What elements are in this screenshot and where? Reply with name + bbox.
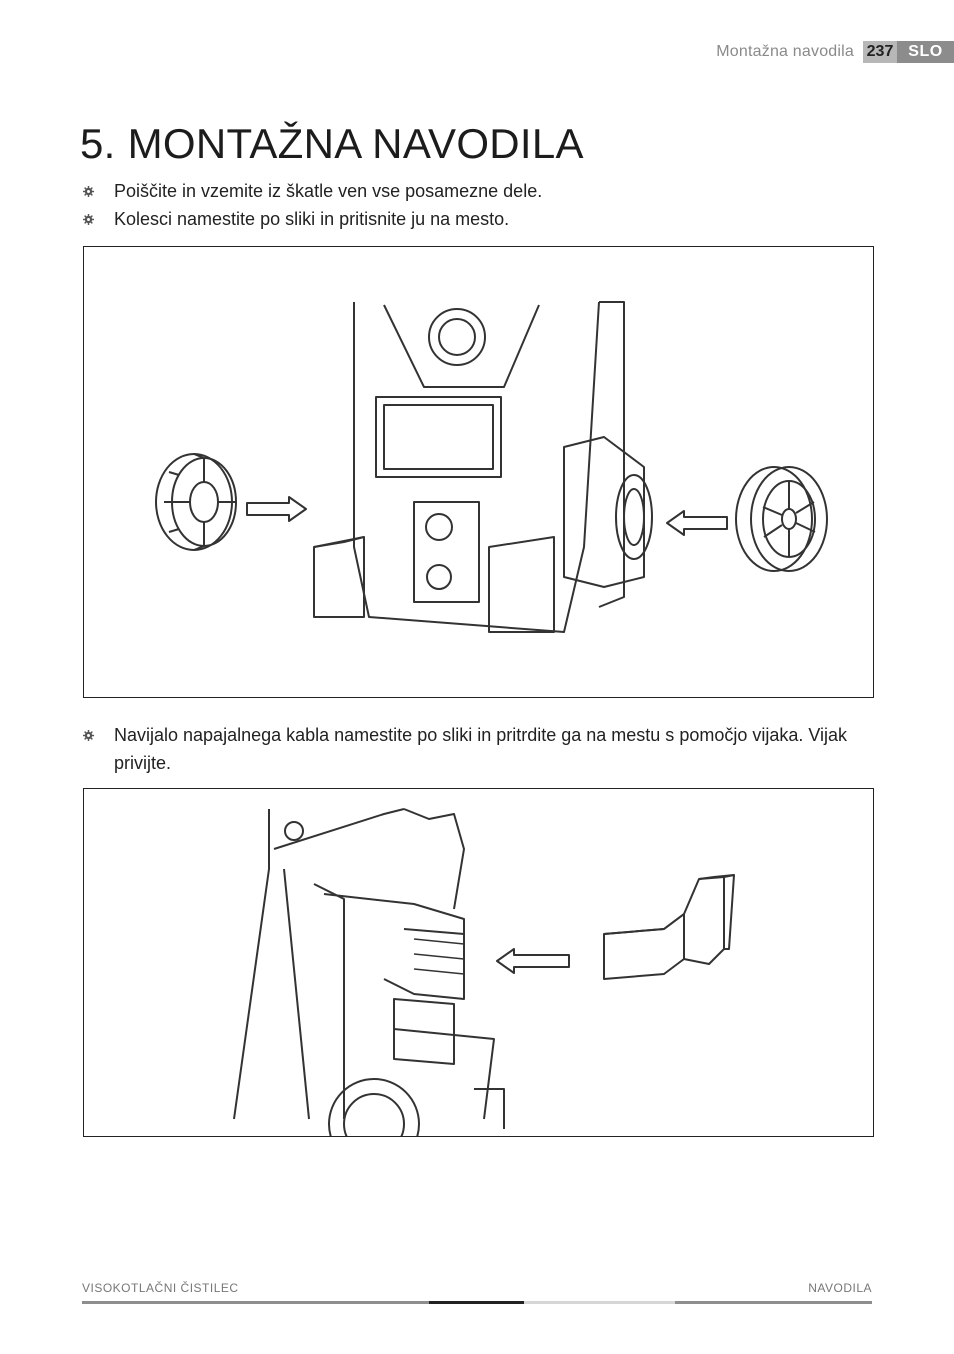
right-wheel-drawing	[736, 467, 827, 571]
machine-side-drawing	[234, 809, 504, 1136]
arrow-left-icon	[497, 949, 569, 973]
gear-bullet-icon	[83, 186, 94, 197]
machine-body-drawing	[314, 302, 652, 632]
cable-reel-figure	[83, 788, 874, 1137]
footer-doc-type: NAVODILA	[808, 1281, 872, 1295]
cable-reel-illustration	[84, 789, 873, 1136]
gear-bullet-icon	[83, 214, 94, 225]
header-page-number: 237	[863, 41, 897, 63]
bullet-item	[83, 721, 904, 777]
footer-divider-bar	[675, 1301, 872, 1304]
footer-divider-bar	[524, 1301, 675, 1304]
arrow-right-icon	[247, 497, 306, 521]
page-title: 5. MONTAŽNA NAVODILA	[80, 120, 584, 167]
wheel-assembly-illustration	[84, 247, 873, 697]
bullet-text: Kolesci namestite po sliki in pritisnite ju na mesto.	[114, 209, 510, 229]
header-language-tag: SLO	[897, 41, 954, 63]
bullet-text: Navijalo napajalnega kabla namestite po sliki in pritrdite ga na mestu s pomočjo vijaka. Vijak privijte.	[114, 725, 848, 773]
left-wheel-drawing	[156, 454, 236, 550]
footer-divider-bar	[82, 1301, 429, 1304]
bullet-text: Poiščite in vzemite iz škatle ven vse posamezne dele.	[114, 181, 543, 201]
gear-bullet-icon	[83, 730, 94, 741]
footer-product-name: VISOKOTLAČNI ČISTILEC	[82, 1281, 239, 1295]
header-section-title: Montažna navodila	[716, 43, 854, 60]
footer-divider-bar	[429, 1301, 524, 1304]
bullet-item	[83, 205, 904, 233]
bullet-item	[83, 177, 904, 205]
cable-reel-drawing	[604, 875, 734, 979]
wheel-assembly-figure	[83, 246, 874, 698]
arrow-left-icon	[667, 511, 727, 535]
